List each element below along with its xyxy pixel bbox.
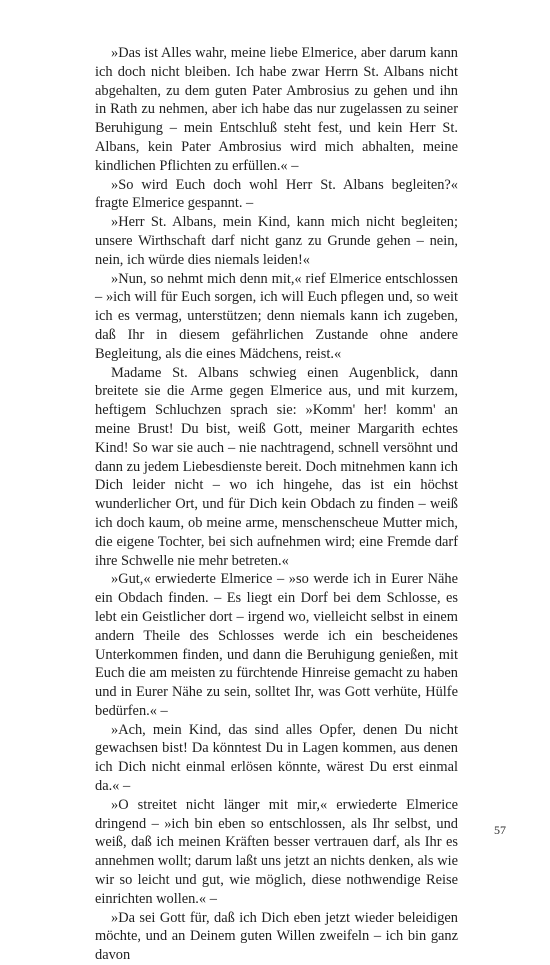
paragraph: »Ach, mein Kind, das sind alles Opfer, denen Du nicht gewachsen bist! Da könntest Du in Lagen kommen, aus denen ich Dich nicht einmal erlösen könnte, wärest Du erst einmal da.« – bbox=[95, 721, 458, 795]
paragraph: »Das ist Alles wahr, meine liebe Elmerice, aber darum kann ich doch nicht bleiben. Ich habe zwar Herrn St. Albans nicht abgehalten, zu dem guten Pater Ambrosius zu gehen und ihn in Rath zu nehmen, aber ich habe das nur zugelassen zu seiner Beruhigung – mein Entschluß steht fest, und kein Herr St. Albans, kein Pater Ambrosius wird mich abhalten, meine kindlichen Pflichten zu erfüllen.« – bbox=[95, 45, 458, 174]
paragraph: »So wird Euch doch wohl Herr St. Albans begleiten?« fragte Elmerice gespannt. – bbox=[95, 176, 458, 212]
paragraph: »O streitet nicht länger mit mir,« erwiederte Elmerice dringend – »ich bin eben so entschlossen, als Ihr selbst, und weiß, daß ich meinen Kräften besser vertrauen darf, als Ihr es annehmen wollt; darum laßt uns jetzt an nichts denken, als wie wir so leicht und gut, wie möglich, diese nothwendige Reise einrichten wollen.« – bbox=[95, 796, 458, 907]
paragraph: Madame St. Albans schwieg einen Augenblick, dann breitete sie die Arme gegen Elmerice aus, und mit kurzem, heftigem Schluchzen sprach sie: »Komm' her! komm' an meine Brust! Du bist, weiß Gott, meiner Margarith echtes Kind! So war sie auch – nie nachtragend, schnell versöhnt und dann zu jedem Liebesdienste bereit. Doch mitnehmen kann ich Dich leider nicht – wo ich hingehe, das ist ein höchst wunderlicher Ort, und für Dich kein Obdach zu finden – weiß ich doch kaum, ob meine arme, menschenscheue Mutter mich, die eigene Tochter, bei sich aufnehmen wird; eine Fremde darf ihre Schwelle nie mehr betreten.« bbox=[95, 364, 458, 569]
paragraph: »Herr St. Albans, mein Kind, kann mich nicht begleiten; unsere Wirthschaft darf nicht ganz zu Grunde gehen – nein, nein, ich würde dies niemals leiden!« bbox=[95, 214, 458, 268]
paragraph: »Da sei Gott für, daß ich Dich eben jetzt wieder beleidigen möchte, und an Deinem guten Willen zweifeln – ich bin ganz davon bbox=[95, 909, 458, 964]
paragraph: »Nun, so nehmt mich denn mit,« rief Elmerice entschlossen – »ich will für Euch sorgen, ich will Euch pflegen und, so weit ich es vermag, unterstützen; denn niemals kann ich zugeben, daß Ihr in diesem gefährlichen Zustande ohne andere Begleitung, als die eines Mädchens, reist.« bbox=[95, 270, 458, 362]
paragraph: »Gut,« erwiederte Elmerice – »so werde ich in Eurer Nähe ein Obdach finden. – Es liegt ein Dorf bei dem Schlosse, es lebt ein Geistlicher dort – irgend wo, vielleicht selbst in einem andern Theile des Schlosses werde ich ein bescheidenes Unterkommen finden, und dann die Beruhigung genießen, mit Euch die am meisten zu fürchtende Hinreise gemacht zu haben und in Eurer Nähe zu sein, solltet Ihr, was Gott verhüte, Hülfe bedürfen.« – bbox=[95, 571, 458, 719]
page-number: 57 bbox=[494, 823, 506, 837]
